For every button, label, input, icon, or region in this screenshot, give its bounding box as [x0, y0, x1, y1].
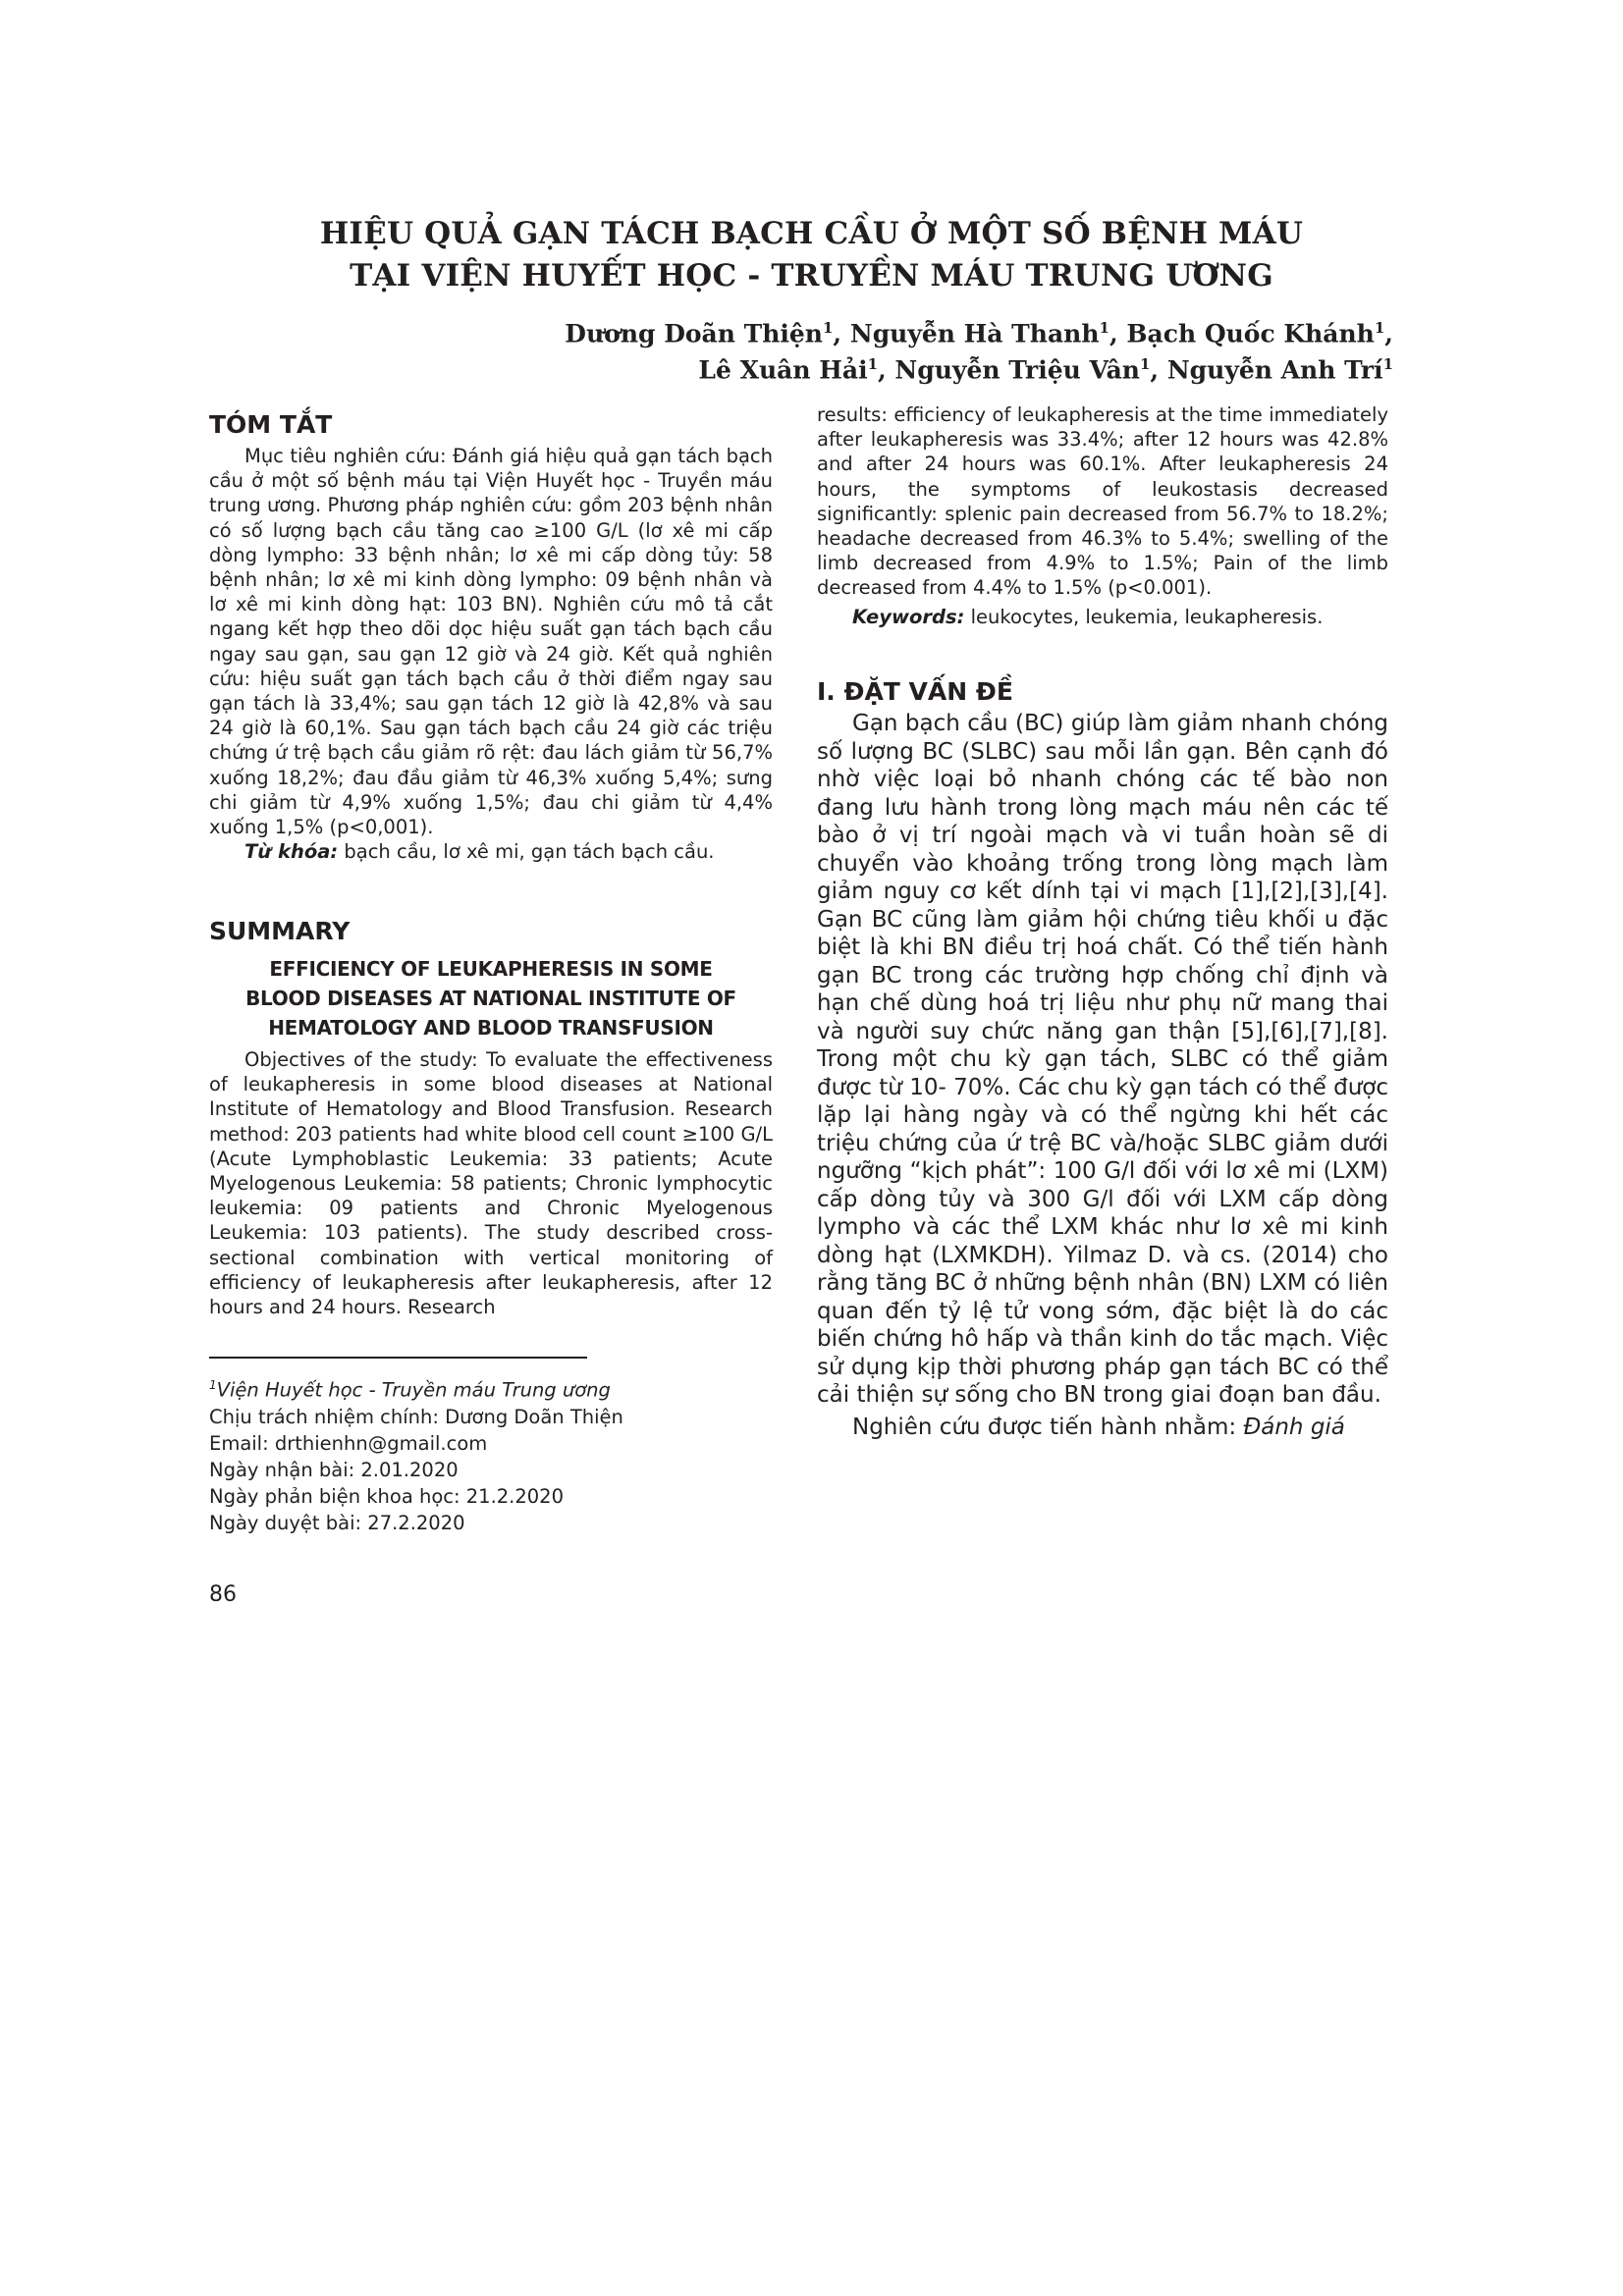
keywords-vn — [209, 839, 773, 864]
affiliation-mark: 1 — [1099, 319, 1109, 337]
abstract-vn — [209, 444, 773, 864]
footnote-email: Email: drthienhn@gmail.com — [209, 1431, 488, 1455]
author-name: Bạch Quốc Khánh — [1126, 319, 1375, 348]
section-1-paragraph-2-text: Nghiên cứu được tiến hành nhằm: — [852, 1414, 1244, 1440]
footnote-responsible: Chịu trách nhiệm chính: Dương Doãn Thiện — [209, 1405, 623, 1428]
footnote-review-date: Ngày phản biện khoa học: 21.2.2020 — [209, 1484, 564, 1508]
summary-title-line: BLOOD DISEASES AT NATIONAL INSTITUTE OF — [245, 987, 736, 1010]
author-name: Lê Xuân Hải — [698, 355, 868, 385]
article-title-line-1: HIỆU QUẢ GẠN TÁCH BẠCH CẦU Ở MỘT SỐ BỆNH MÁU — [319, 216, 1304, 251]
summary-text: Objectives of the study: To evaluate the effectiveness of leukapheresis in some blood diseases at National Institute of Hematology and Blood Transfusion. Research method: 203 patients had white blood cell count ≥100 G/L (Acute Lymphoblastic Leukemia: 33 patients; Acute Myelogenous Leukemia: 58 patients; Chronic lymphocytic leukemia: 09 patients and Chronic Myelogenous Leukemia: 103 patients). The study described cross-sectional combination with vertical monitoring of efficiency of leukapheresis after leukapheresis, after 12 hours and 24 hours. Research — [209, 1048, 773, 1319]
section-1-heading: I. ĐẶT VẤN ĐỀ — [817, 677, 1013, 706]
keywords-vn-label: Từ khóa: — [244, 840, 339, 864]
footnote-affiliation-text: Viện Huyết học - Truyền máu Trung ương — [216, 1378, 611, 1402]
section-1-paragraph-1: Gạn bạch cầu (BC) giúp làm giảm nhanh chóng số lượng BC (SLBC) sau mỗi lần gạn. Bên cạnh đó nhờ việc loại bỏ nhanh chóng các tế bào non đang lưu hành trong lòng mạch máu nên các tế bào ở vị trí ngoài mạch và vi tuần hoàn sẽ di chuyển vào khoảng trống trong lòng mạch làm giảm nguy cơ kết dính tại vi mạch [1],[2],[3],[4]. Gạn BC cũng làm giảm hội chứng tiêu khối u đặc biệt là khi BN điều trị hoá chất. Có thể tiến hành gạn BC trong các trường hợp chống chỉ định và hạn chế dùng hoá trị liệu như phụ nữ mang thai và người suy chức năng gan thận [5],[6],[7],[8]. Trong một chu kỳ gạn tách, SLBC có thể giảm được từ 10- 70%. Các chu kỳ gạn tách có thể được lặp lại hàng ngày và có thể ngừng khi hết các triệu chứng của ứ trệ BC và/hoặc SLBC giảm dưới ngưỡng “kịch phát”: 100 G/l đối với lơ xê mi (LXM) cấp dòng tủy và 300 G/l đối với LXM cấp dòng lympho và các thể LXM khác như lơ xê mi kinh dòng hạt (LXMKDH). Yilmaz D. và cs. (2014) cho rằng tăng BC ở những bệnh nhân (BN) LXM có liên quan đến tỷ lệ tử vong sớm, đặc biệt là do các biến chứng hô hấp và thần kinh do tắc mạch. Việc sử dụng kịp thời phương pháp gạn tách BC có thể cải thiện sự sống cho BN trong giai đoạn ban đầu. — [817, 711, 1388, 1408]
author-name: Nguyễn Hà Thanh — [849, 319, 1100, 348]
affiliation-mark: 1 — [1374, 319, 1385, 337]
summary-heading: SUMMARY — [209, 917, 351, 945]
affiliation-mark: 1 — [822, 319, 834, 337]
summary-body-left — [209, 1047, 773, 1319]
footnote-mark: 1 — [209, 1378, 217, 1392]
affiliation-mark: 1 — [867, 355, 878, 373]
keywords-vn-text: bạch cầu, lơ xê mi, gạn tách bạch cầu. — [338, 840, 715, 864]
footnote-divider — [209, 1357, 587, 1359]
author-name: Dương Doãn Thiện — [565, 319, 823, 348]
section-1-body — [817, 710, 1388, 1441]
section-1-paragraph-2-italic: Đánh giá — [1243, 1414, 1345, 1440]
footnote-approval-date: Ngày duyệt bài: 27.2.2020 — [209, 1511, 465, 1534]
section-1-paragraph-2 — [817, 1414, 1388, 1442]
keywords-en-label: Keywords: — [852, 605, 965, 628]
abstract-vn-body: Mục tiêu nghiên cứu: Đánh giá hiệu quả gạn tách bạch cầu ở một số bệnh máu tại Viện Huyết học - Truyền máu trung ương. Phương pháp nghiên cứu: gồm 203 bệnh nhân có số lượng bạch cầu tăng cao ≥100 G/L (lơ xê mi cấp dòng lympho: 33 bệnh nhân; lơ xê mi cấp dòng tủy: 58 bệnh nhân; lơ xê mi kinh dòng lympho: 09 bệnh nhân và lơ xê mi kinh dòng hạt: 103 BN). Nghiên cứu mô tả cắt ngang kết hợp theo dõi dọc hiệu suất gạn tách bạch cầu ngay sau gạn, sau gạn 12 giờ và 24 giờ. Kết quả nghiên cứu: hiệu suất gạn tách bạch cầu ở thời điểm ngay sau gạn tách là 33,4%; sau gạn tách 12 giờ là 42,8% và sau 24 giờ là 60,1%. Sau gạn tách bạch cầu 24 giờ các triệu chứng ứ trệ bạch cầu giảm rõ rệt: đau lách giảm từ 56,7% xuống 18,2%; đau đầu giảm từ 46,3% xuống 5,4%; sưng chi giảm từ 4,9% xuống 1,5%; đau chi giảm từ 4,4% xuống 1,5% (p<0,001). — [209, 445, 773, 839]
keywords-en-text: leukocytes, leukemia, leukapheresis. — [964, 605, 1324, 628]
footnote — [209, 1372, 773, 1536]
summary-title-line: HEMATOLOGY AND BLOOD TRANSFUSION — [268, 1016, 714, 1040]
keywords-en — [817, 605, 1388, 629]
affiliation-mark: 1 — [1139, 355, 1151, 373]
author-name: Nguyễn Triệu Vân — [894, 355, 1140, 385]
summary-body-right — [817, 402, 1388, 629]
summary-title — [209, 954, 773, 1042]
footnote-affiliation — [209, 1372, 773, 1404]
affiliation-mark: 1 — [1382, 355, 1393, 373]
footnote-received-date: Ngày nhận bài: 2.01.2020 — [209, 1458, 459, 1481]
article-title-line-2: TẠI VIỆN HUYẾT HỌC - TRUYỀN MÁU TRUNG ƯƠNG — [350, 258, 1273, 294]
author-line-1: Dương Doãn Thiện$^1$, Nguyễn Hà Thanh$^1$, Bạch Quốc Khánh$^1$, — [565, 319, 1393, 348]
abstract-vn-heading: TÓM TẮT — [209, 410, 333, 439]
author-line-2: Lê Xuân Hải$^1$, Nguyễn Triệu Vân$^1$, Nguyễn Anh Trí$^1$ — [698, 355, 1393, 385]
summary-title-line: EFFICIENCY OF LEUKAPHERESIS IN SOME — [269, 957, 713, 981]
page-number: 86 — [209, 1582, 237, 1607]
summary-text-continued: results: efficiency of leukapheresis at the time immediately after leukapheresis was 33.4%; after 12 hours was 42.8% and after 24 hours was 60.1%. After leukapheresis 24 hours, the symptoms of leukostasis decreased significantly: splenic pain decreased from 56.7% to 18.2%; headache decreased from 46.3% to 5.4%; swelling of the limb decreased from 4.9% to 1.5%; Pain of the limb decreased from 4.4% to 1.5% (p<0.001). — [817, 403, 1388, 600]
author-name: Nguyễn Anh Trí — [1166, 355, 1383, 385]
